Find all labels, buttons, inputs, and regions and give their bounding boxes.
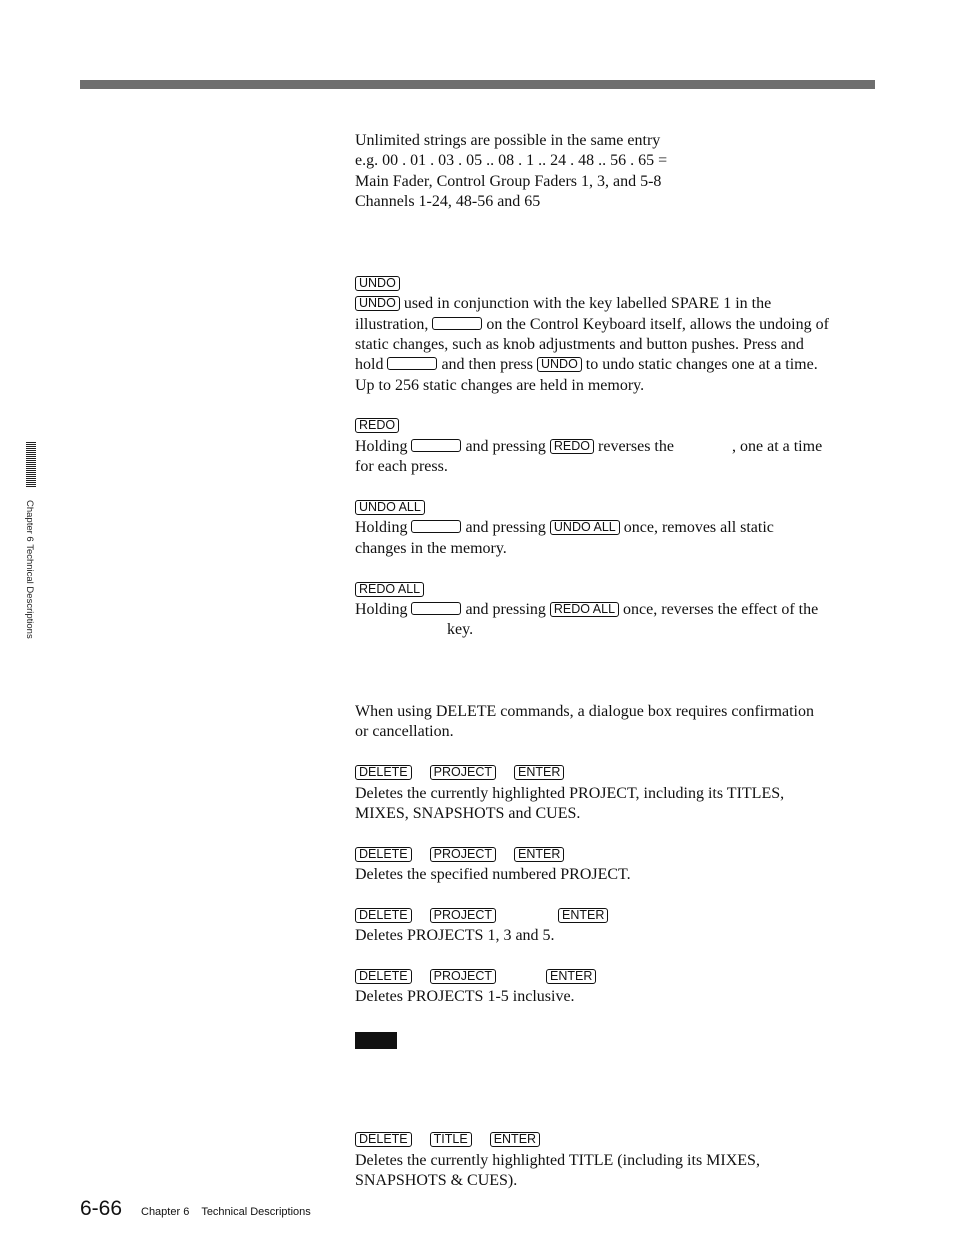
note-marker-line — [355, 1028, 870, 1048]
enter-key: ENTER — [514, 765, 564, 780]
delete-key: DELETE — [355, 1132, 412, 1147]
undo-text-4c: to undo static changes one at a time. — [585, 356, 818, 374]
undo-text-1: used in conjunction with the key labelled SPARE 1 in the — [403, 295, 772, 313]
undo-line-5: Up to 256 static changes are held in memory. — [355, 376, 645, 394]
strings-line-1: Unlimited strings are possible in the same entry — [355, 132, 661, 149]
project-key: PROJECT — [430, 765, 496, 780]
delete-desc-1a: Deletes the currently highlighted PROJECT, including its TITLES, — [355, 784, 785, 802]
page-body — [355, 131, 870, 1191]
redo-all-heading — [355, 580, 870, 600]
redo-text-1c: reverses the — [598, 437, 674, 455]
undo-all-line-1 — [355, 518, 870, 538]
project-key: PROJECT — [430, 969, 496, 984]
spare-key-blank — [387, 357, 437, 370]
undo-heading — [355, 274, 870, 294]
spare-key-blank — [411, 520, 461, 533]
spare-key-blank — [411, 602, 461, 615]
delete-desc-3: Deletes PROJECTS 1, 3 and 5. — [355, 927, 555, 945]
redo-all-text-1c: once, reverses the effect of the — [623, 600, 819, 618]
spare-key-blank — [432, 317, 482, 330]
note-marker-box — [355, 1032, 397, 1049]
undo-line-1 — [355, 294, 870, 314]
delete-desc-2: Deletes the specified numbered PROJECT. — [355, 866, 631, 884]
redo-key: REDO — [355, 418, 399, 433]
delete-desc-1b: MIXES, SNAPSHOTS and CUES. — [355, 804, 581, 822]
delete-project-keys-1 — [355, 763, 870, 783]
footer-chapter — [141, 1206, 311, 1218]
undo-text-2a: illustration, — [355, 315, 429, 333]
enter-key: ENTER — [558, 908, 608, 923]
delete-key: DELETE — [355, 765, 412, 780]
side-chapter-text: Chapter 6 Technical Descriptions — [24, 500, 35, 639]
delete-project-keys-3 — [355, 906, 870, 926]
undo-all-text-1b: and pressing — [465, 519, 546, 537]
undo-text-2b: on the Control Keyboard itself, allows the undoing of — [486, 315, 829, 333]
spare-key-blank — [411, 439, 461, 452]
undo-text-4a: hold — [355, 356, 384, 374]
redo-all-text-2: key. — [447, 621, 474, 639]
redo-key-inline: REDO — [550, 439, 594, 454]
redo-all-text-1b: and pressing — [465, 600, 546, 618]
redo-line-2: for each press. — [355, 458, 448, 476]
undo-all-heading — [355, 498, 870, 518]
undo-key: UNDO — [355, 276, 400, 291]
delete-project-keys-4 — [355, 967, 870, 987]
undo-key-inline: UNDO — [537, 357, 582, 372]
redo-all-key-inline: REDO ALL — [550, 602, 619, 617]
footer-section-label: Technical Descriptions — [201, 1206, 311, 1218]
strings-line-2: e.g. 00 . 01 . 03 . 05 .. 08 . 1 .. 24 . 48 .. 56 . 65 = — [355, 152, 668, 170]
header-rule — [80, 80, 875, 89]
redo-all-line-2 — [355, 620, 870, 640]
redo-text-1a: Holding — [355, 437, 408, 455]
delete-key: DELETE — [355, 969, 412, 984]
delete-intro-2: or cancellation. — [355, 723, 454, 741]
undo-all-key-inline: UNDO ALL — [550, 520, 620, 535]
footer-chapter-label: Chapter 6 — [141, 1206, 190, 1218]
delete-desc-4: Deletes PROJECTS 1-5 inclusive. — [355, 988, 575, 1006]
delete-key: DELETE — [355, 908, 412, 923]
chapter-thumb-tab — [26, 442, 36, 488]
delete-title-keys — [355, 1130, 870, 1150]
delete-intro-1: When using DELETE commands, a dialogue box requires confirmation — [355, 702, 814, 720]
redo-all-key: REDO ALL — [355, 582, 424, 597]
undo-line-2 — [355, 315, 870, 335]
delete-project-keys-2 — [355, 845, 870, 865]
redo-text-1d: , one at a time — [731, 437, 823, 455]
title-key: TITLE — [430, 1132, 472, 1147]
redo-all-line-1 — [355, 600, 870, 620]
delete-desc-5a: Deletes the currently highlighted TITLE (including its MIXES, — [355, 1151, 760, 1169]
undo-all-line-2: changes in the memory. — [355, 539, 507, 557]
undo-all-text-1c: once, removes all static — [623, 519, 774, 537]
enter-key: ENTER — [546, 969, 596, 984]
undo-key-inline: UNDO — [355, 296, 400, 311]
undo-all-text-1a: Holding — [355, 519, 408, 537]
project-key: PROJECT — [430, 847, 496, 862]
strings-line-3: Main Fader, Control Group Faders 1, 3, and 5-8 — [355, 172, 662, 190]
delete-key: DELETE — [355, 847, 412, 862]
undo-line-3: static changes, such as knob adjustments and button pushes. Press and — [355, 335, 804, 353]
strings-line-4: Channels 1-24, 48-56 and 65 — [355, 193, 541, 211]
project-key: PROJECT — [430, 908, 496, 923]
page-number: 6-66 — [80, 1197, 123, 1220]
undo-line-4 — [355, 355, 870, 375]
side-chapter-label — [23, 500, 37, 678]
redo-text-1b: and pressing — [465, 437, 546, 455]
redo-line-1 — [355, 437, 870, 457]
redo-heading — [355, 416, 870, 436]
redo-all-text-1a: Holding — [355, 600, 408, 618]
enter-key: ENTER — [490, 1132, 540, 1147]
enter-key: ENTER — [514, 847, 564, 862]
undo-all-key: UNDO ALL — [355, 500, 425, 515]
delete-desc-5b: SNAPSHOTS & CUES). — [355, 1171, 518, 1189]
undo-text-4b: and then press — [441, 356, 533, 374]
